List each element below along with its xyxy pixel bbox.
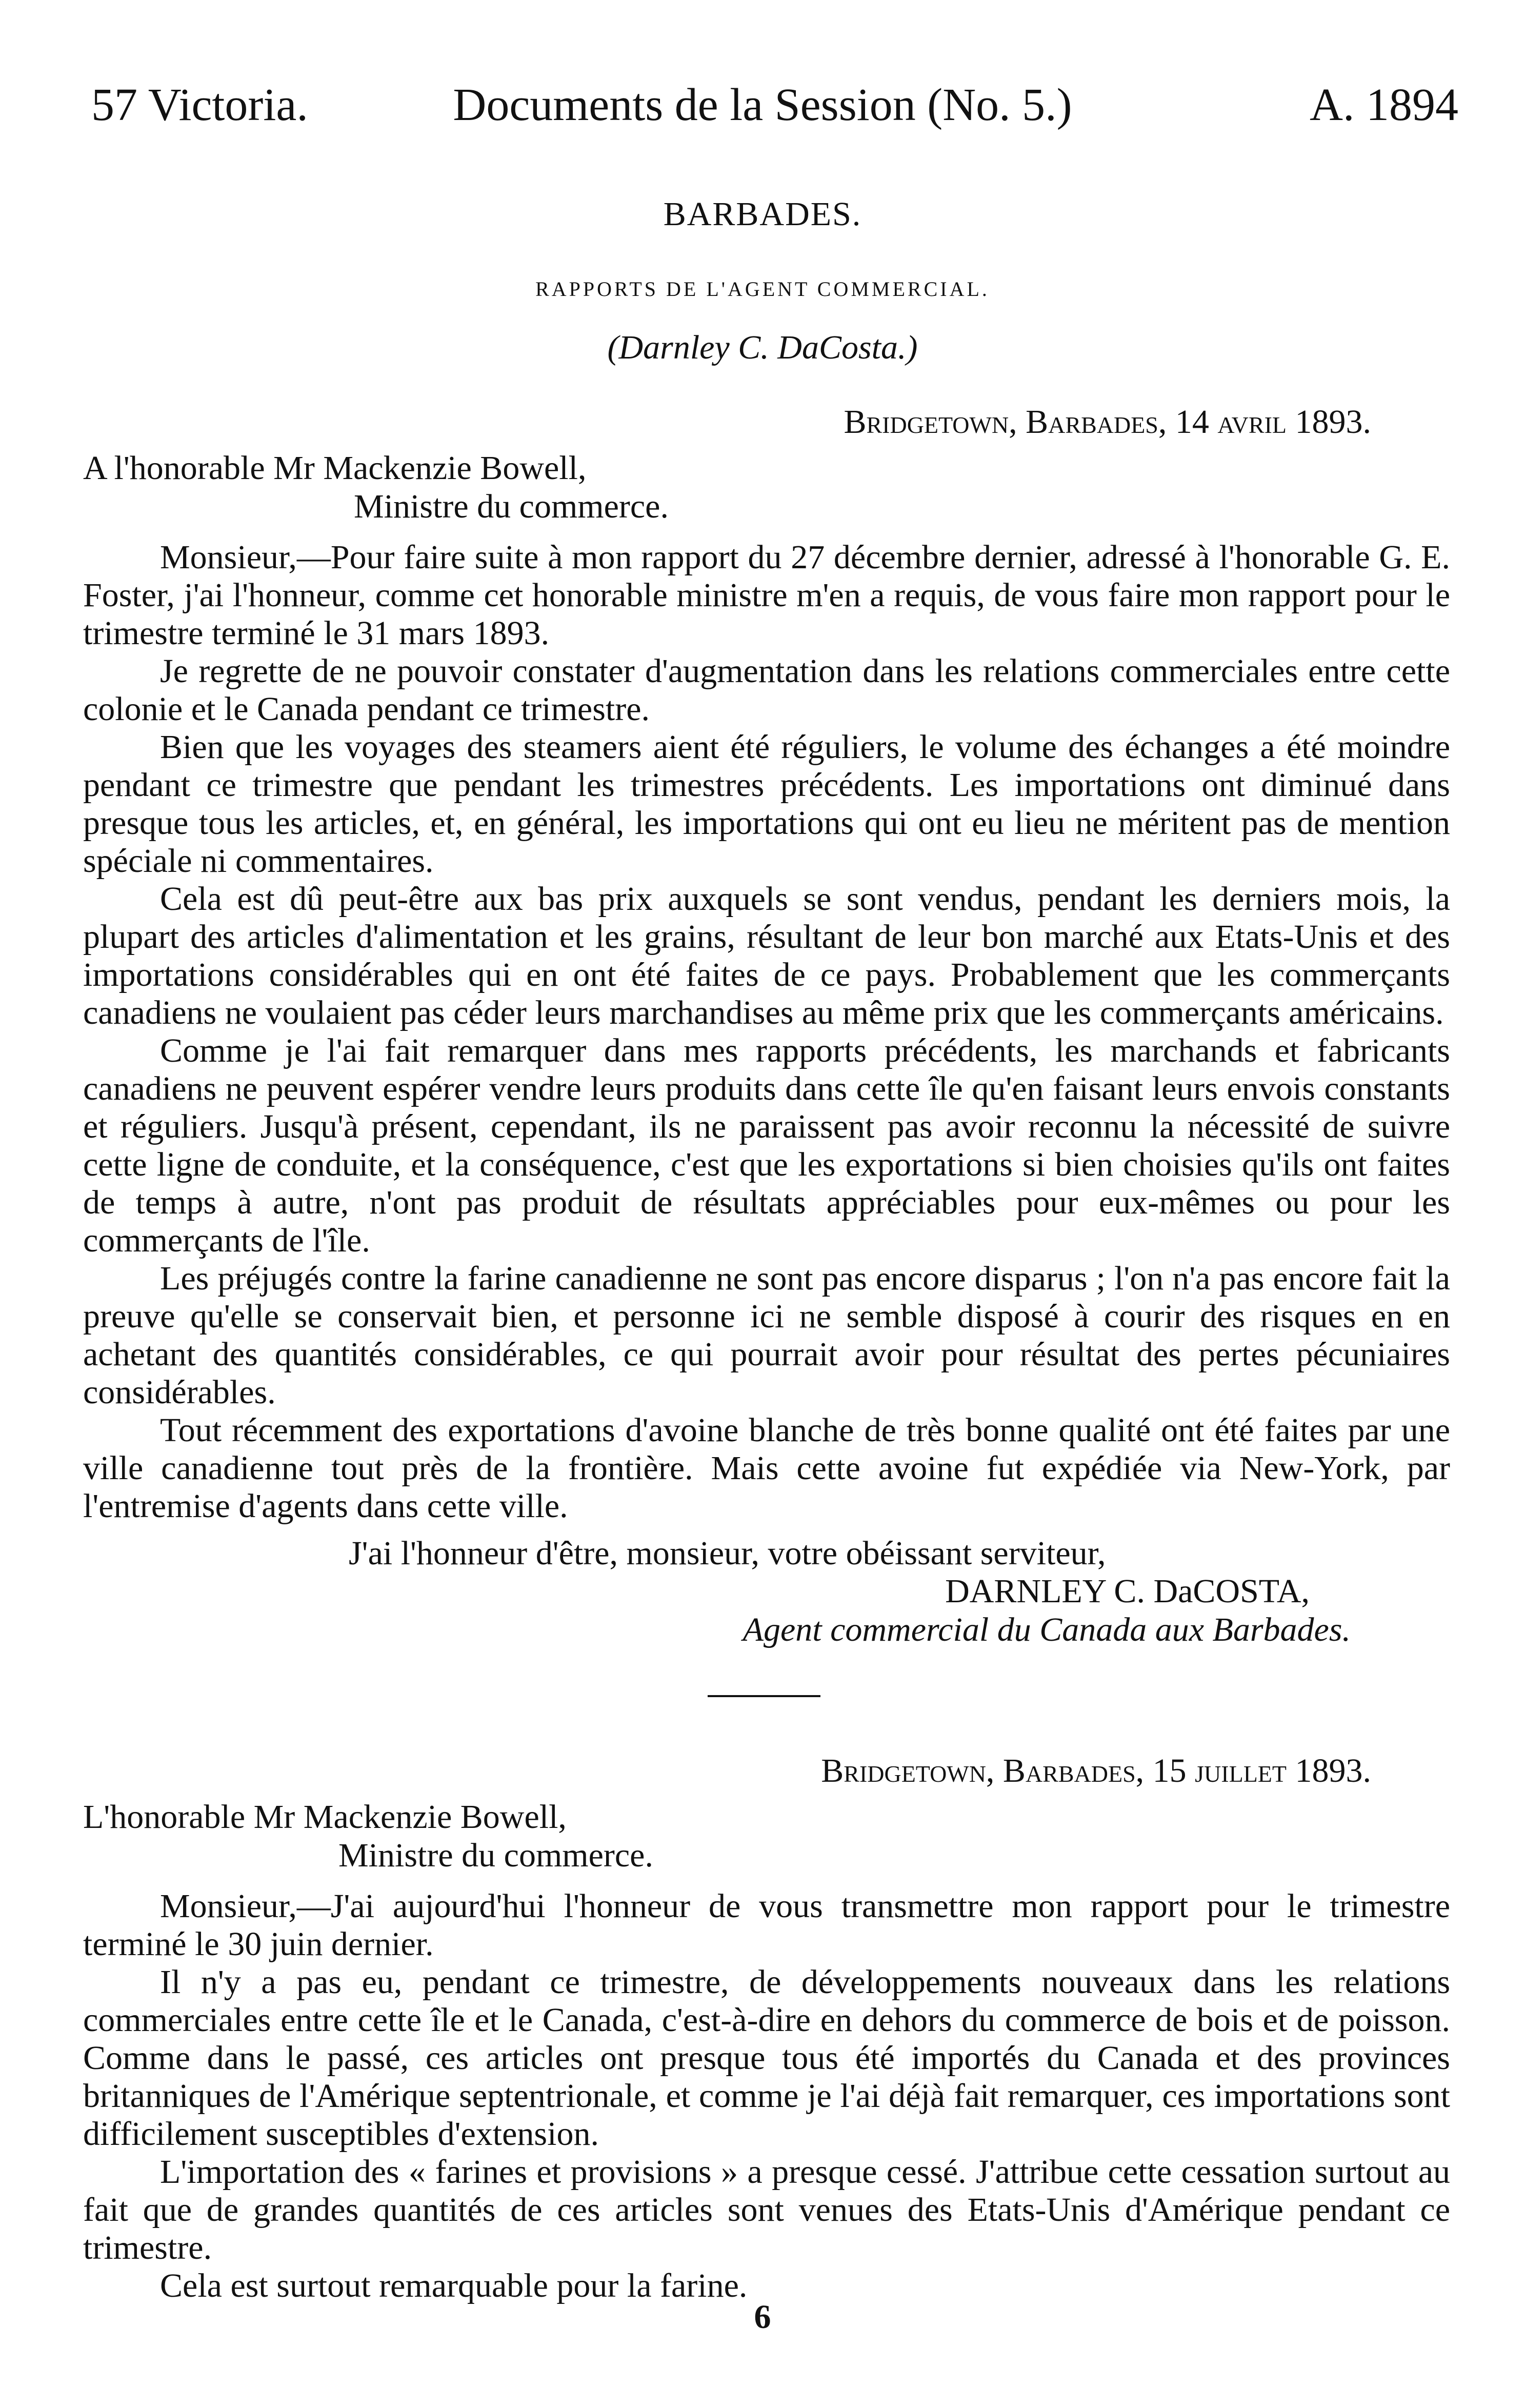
letter1-paragraph: Comme je l'ai fait remarquer dans mes rapports précédents, les marchands et fabricants canadiens ne peuvent espérer vendre leurs produits dans cette île qu'en faisant leurs envois constants et réguliers. Jusqu'à présent, cependant, ils ne paraissent pas avoir reconnu la nécessité de suivre cette ligne de conduite, et la conséquence, c'est que les exportations si bien choisies qu'ils ont faites de temps à autre, n'ont pas produit de résultats appréciables pour eux-mêmes ou pour les commerçants de l'île. [83, 1032, 1450, 1259]
letter1-paragraph: Je regrette de ne pouvoir constater d'augmentation dans les relations commerciales entre cette colonie et le Canada pendant ce trimestre. [83, 652, 1450, 728]
letter2-addressee: L'honorable Mr Mackenzie Bowell, [83, 1798, 567, 1836]
letter1-paragraph: Tout récemment des exportations d'avoine blanche de très bonne qualité ont été faites par une ville canadienne tout près de la frontière. Mais cette avoine fut expédiée via New-York, par l'entremise d'agents dans cette ville. [83, 1411, 1450, 1525]
header-year: A. 1894 [1310, 79, 1458, 130]
section-divider [708, 1695, 820, 1697]
letter1-place-date: Bridgetown, Barbades, 14 avril 1893. [844, 403, 1371, 441]
letter1-signature-title: Agent commercial du Canada aux Barbades. [743, 1611, 1351, 1648]
letter1-paragraph: Bien que les voyages des steamers aient été réguliers, le volume des échanges a été moindre pendant ce trimestre que pendant les trimestres précédents. Les importations ont diminué dans presque tous les articles, et, en général, les importations qui ont eu lieu ne méritent pas de mention spéciale ni commentaires. [83, 728, 1450, 880]
document-author: (Darnley C. DaCosta.) [607, 329, 918, 366]
header-session: Documents de la Session (No. 5.) [453, 79, 1072, 130]
letter1-body [83, 539, 1450, 1525]
letter2-paragraph: L'importation des « farines et provisions » a presque cessé. J'attribue cette cessation surtout au fait que de grandes quantités de ces articles sont venues des Etats-Unis d'Amérique pendant ce trimestre. [83, 2153, 1450, 2266]
letter2-place-date: Bridgetown, Barbades, 15 juillet 1893. [821, 1752, 1371, 1789]
document-title: BARBADES. [663, 195, 862, 233]
letter1-paragraph: Cela est dû peut-être aux bas prix auxquels se sont vendus, pendant les derniers mois, la plupart des articles d'alimentation et les grains, résultant de leur bon marché aux Etats-Unis et des importations considérables qui en ont été faites de ce pays. Probablement que les commerçants canadiens ne voulaient pas céder leurs marchandises au même prix que les commerçants américains. [83, 880, 1450, 1031]
document-subtitle: RAPPORTS DE L'AGENT COMMERCIAL. [535, 277, 990, 301]
letter2-paragraph: Cela est surtout remarquable pour la farine. [160, 2267, 748, 2304]
letter1-signature: DARNLEY C. DaCOSTA, [945, 1573, 1310, 1610]
letter1-paragraph: Les préjugés contre la farine canadienne ne sont pas encore disparus ; l'on n'a pas encore fait la preuve qu'elle se conservait bien, et personne ici ne semble disposé à courir des risques en en achetant des quantités considérables, ce qui pourrait avoir pour résultat des pertes pécuniaires considérables. [83, 1260, 1450, 1411]
letter2-paragraph: Il n'y a pas eu, pendant ce trimestre, de développements nouveaux dans les relations commerciales entre cette île et le Canada, c'est-à-dire en dehors du commerce de bois et de poisson. Comme dans le passé, ces articles ont presque tous été importés du Canada et des provinces britanniques de l'Amérique septentrionale, et comme je l'ai déjà fait remarquer, ces importations sont difficilement susceptibles d'extension. [83, 1963, 1450, 2153]
letter1-addressee: A l'honorable Mr Mackenzie Bowell, [83, 449, 587, 487]
page-number: 6 [754, 2298, 771, 2336]
letter1-addressee-title: Ministre du commerce. [354, 488, 669, 525]
letter2-addressee-title: Ministre du commerce. [338, 1837, 653, 1874]
letter2-paragraph: Monsieur,—J'ai aujourd'hui l'honneur de vous transmettre mon rapport pour le trimestre terminé le 30 juin dernier. [83, 1887, 1450, 1963]
letter1-closing: J'ai l'honneur d'être, monsieur, votre obéissant serviteur, [349, 1535, 1106, 1572]
letter1-paragraph: Monsieur,—Pour faire suite à mon rapport du 27 décembre dernier, adressé à l'honorable G. E. Foster, j'ai l'honneur, comme cet honorable ministre m'en a requis, de vous faire mon rapport pour le trimestre terminé le 31 mars 1893. [83, 539, 1450, 652]
header-volume: 57 Victoria. [91, 79, 308, 130]
letter2-body [83, 1887, 1450, 2305]
